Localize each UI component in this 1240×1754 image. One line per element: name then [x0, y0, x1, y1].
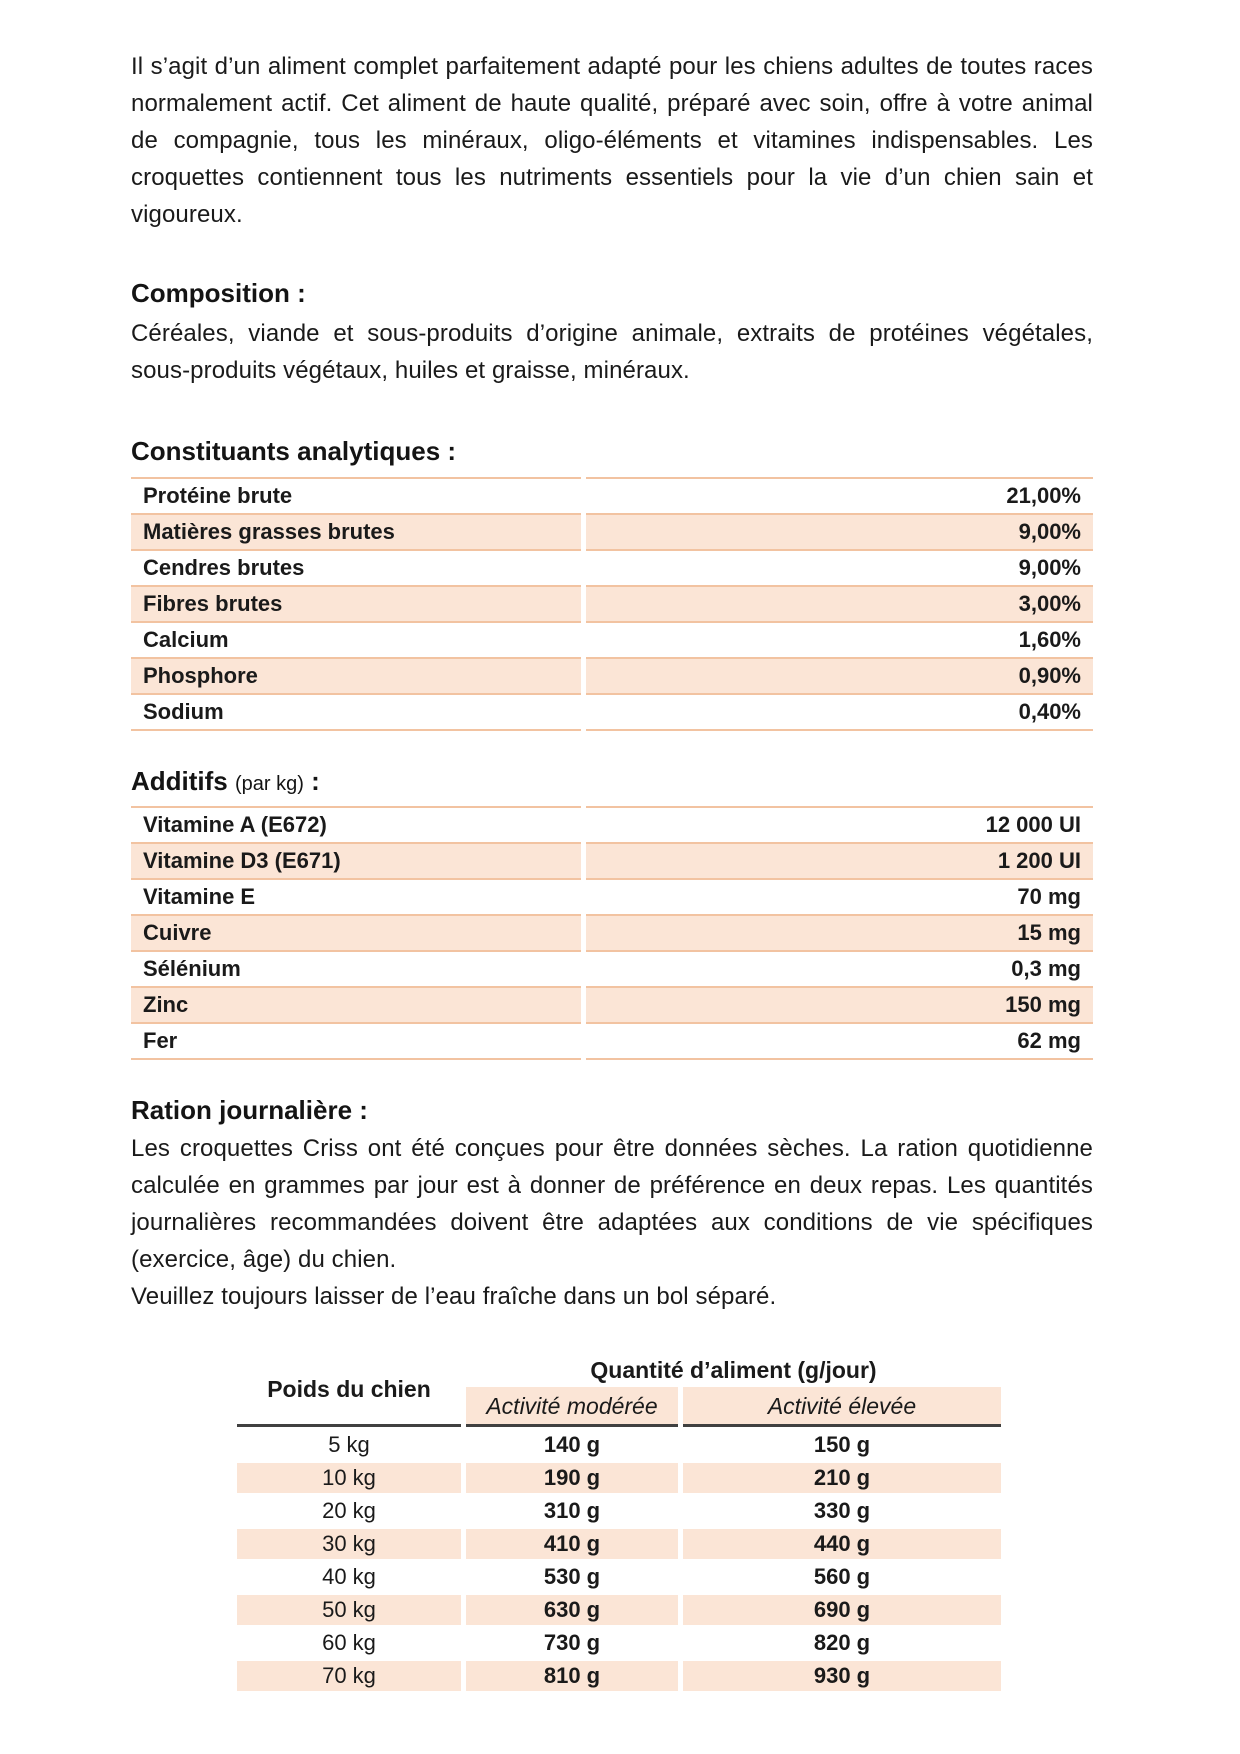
high-activity-header: Activité élevée: [683, 1387, 1001, 1427]
constituent-label: Calcium: [131, 621, 581, 657]
table-header-row: [237, 1354, 1001, 1384]
moderate-value-cell: 140 g: [466, 1430, 678, 1460]
constituent-label: Protéine brute: [131, 477, 581, 513]
ration-note: Veuillez toujours laisser de l’eau fraîche dans un bol séparé.: [131, 1283, 777, 1310]
moderate-value-cell: 190 g: [466, 1463, 678, 1493]
analytical-table: [126, 477, 1098, 731]
table-row: [237, 1562, 1001, 1592]
high-value-cell: 820 g: [683, 1628, 1001, 1658]
moderate-value-cell: 410 g: [466, 1529, 678, 1559]
additive-value: 70 mg: [586, 878, 1093, 914]
high-value-cell: 440 g: [683, 1529, 1001, 1559]
ration-table: [232, 1351, 1006, 1694]
intro-paragraph: Il s’agit d’un aliment complet parfaitement adapté pour les chiens adultes de toutes races normalement actif. Cet aliment de haute qualité, préparé avec soin, offre à votre animal de compagnie, tous les minéraux, oligo-éléments et vitamines indispensables. Les croquettes contiennent tous les nutriments essentiels pour la vie d’un chien sain et vigoureux.: [131, 53, 1093, 228]
high-value-cell: 560 g: [683, 1562, 1001, 1592]
ration-text: Les croquettes Criss ont été conçues pour être données sèches. La ration quotidienne calculée en grammes par jour est à donner de préférence en deux repas. Les quantités journalières recommandées doivent être adaptées aux conditions de vie spécifiques (exercice, âge) du chien.: [131, 1135, 1093, 1273]
constituent-value: 3,00%: [586, 585, 1093, 621]
moderate-value-cell: 310 g: [466, 1496, 678, 1526]
additive-label: Vitamine D3 (E671): [131, 842, 581, 878]
moderate-activity-header: Activité modérée: [466, 1387, 678, 1427]
additive-label: Cuivre: [131, 914, 581, 950]
weight-cell: 30 kg: [237, 1529, 461, 1559]
additive-value: 1 200 UI: [586, 842, 1093, 878]
weight-cell: 50 kg: [237, 1595, 461, 1625]
table-row: [131, 585, 1093, 621]
weight-column-header: Poids du chien: [237, 1354, 461, 1427]
weight-cell: 20 kg: [237, 1496, 461, 1526]
additive-value: 150 mg: [586, 986, 1093, 1022]
weight-cell: 10 kg: [237, 1463, 461, 1493]
additive-value: 62 mg: [586, 1022, 1093, 1060]
additives-note: (par kg): [235, 773, 304, 795]
analytical-heading: Constituants analytiques :: [131, 436, 457, 466]
composition-text: Céréales, viande et sous-produits d’origine animale, extraits de protéines végétales, sous-produits végétaux, huiles et graisse, minéraux.: [131, 320, 1093, 384]
weight-cell: 40 kg: [237, 1562, 461, 1592]
constituent-value: 21,00%: [586, 477, 1093, 513]
additives-title: Additifs: [131, 766, 228, 796]
moderate-value-cell: 810 g: [466, 1661, 678, 1691]
composition-heading: Composition :: [131, 278, 306, 308]
moderate-value-cell: 730 g: [466, 1628, 678, 1658]
additives-heading: [131, 765, 1093, 800]
additives-table: [126, 806, 1098, 1060]
table-row: [131, 477, 1093, 513]
table-row: [131, 878, 1093, 914]
constituent-value: 9,00%: [586, 549, 1093, 585]
high-value-cell: 690 g: [683, 1595, 1001, 1625]
constituent-label: Phosphore: [131, 657, 581, 693]
additive-label: Vitamine E: [131, 878, 581, 914]
table-row: [131, 657, 1093, 693]
weight-cell: 70 kg: [237, 1661, 461, 1691]
constituent-value: 0,90%: [586, 657, 1093, 693]
table-row: [131, 549, 1093, 585]
table-row: [131, 914, 1093, 950]
table-row: [237, 1430, 1001, 1460]
constituent-label: Sodium: [131, 693, 581, 731]
ration-heading: Ration journalière :: [131, 1095, 368, 1125]
table-row: [237, 1628, 1001, 1658]
additive-label: Fer: [131, 1022, 581, 1060]
table-row: [237, 1496, 1001, 1526]
high-value-cell: 330 g: [683, 1496, 1001, 1526]
constituent-label: Fibres brutes: [131, 585, 581, 621]
weight-cell: 5 kg: [237, 1430, 461, 1460]
table-row: [237, 1463, 1001, 1493]
additive-value: 15 mg: [586, 914, 1093, 950]
table-row: [131, 693, 1093, 731]
moderate-value-cell: 530 g: [466, 1562, 678, 1592]
high-value-cell: 150 g: [683, 1430, 1001, 1460]
additive-label: Sélénium: [131, 950, 581, 986]
table-row: [131, 986, 1093, 1022]
moderate-value-cell: 630 g: [466, 1595, 678, 1625]
additive-value: 0,3 mg: [586, 950, 1093, 986]
constituent-label: Cendres brutes: [131, 549, 581, 585]
table-row: [131, 1022, 1093, 1060]
high-value-cell: 210 g: [683, 1463, 1001, 1493]
table-row: [131, 806, 1093, 842]
constituent-value: 9,00%: [586, 513, 1093, 549]
table-row: [131, 950, 1093, 986]
quantity-group-header: Quantité d’aliment (g/jour): [590, 1357, 877, 1383]
additive-label: Vitamine A (E672): [131, 806, 581, 842]
table-row: [131, 842, 1093, 878]
table-row: [237, 1661, 1001, 1691]
table-row: [237, 1595, 1001, 1625]
table-row: [131, 621, 1093, 657]
weight-cell: 60 kg: [237, 1628, 461, 1658]
table-row: [237, 1529, 1001, 1559]
table-row: [131, 513, 1093, 549]
constituent-value: 0,40%: [586, 693, 1093, 731]
additives-colon: :: [303, 766, 320, 796]
constituent-label: Matières grasses brutes: [131, 513, 581, 549]
additive-value: 12 000 UI: [586, 806, 1093, 842]
high-value-cell: 930 g: [683, 1661, 1001, 1691]
additive-label: Zinc: [131, 986, 581, 1022]
constituent-value: 1,60%: [586, 621, 1093, 657]
